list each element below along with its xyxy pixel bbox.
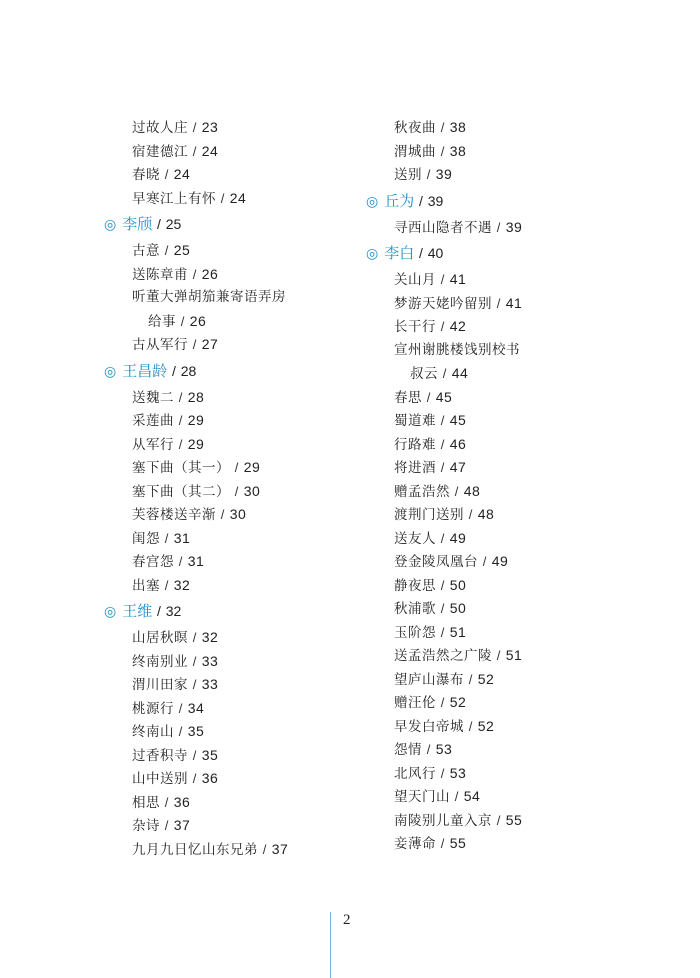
page-separator: / xyxy=(192,337,197,352)
entry-title: 宣州谢朓楼饯别校书 xyxy=(394,341,520,358)
toc-entry[interactable] xyxy=(104,386,354,410)
entry-page-number: 24 xyxy=(201,142,219,159)
entry-title: 古从军行 xyxy=(132,337,188,353)
toc-entry[interactable] xyxy=(104,503,354,527)
entry-title: 送友人 xyxy=(394,530,436,547)
toc-entry[interactable] xyxy=(104,140,354,164)
entry-page-number: 32 xyxy=(173,576,191,593)
page-separator: / xyxy=(440,319,445,334)
toc-entry[interactable] xyxy=(366,715,666,739)
toc-entry[interactable] xyxy=(366,668,666,692)
entry-title: 北风行 xyxy=(394,765,436,782)
entry-page-number: 51 xyxy=(449,623,467,640)
toc-entry[interactable] xyxy=(366,433,666,457)
toc-entry[interactable] xyxy=(366,116,666,140)
page-separator: / xyxy=(164,577,169,593)
entry-title: 山居秋暝 xyxy=(132,630,188,646)
entry-title: 妾薄命 xyxy=(394,836,436,852)
entry-page-number: 37 xyxy=(173,817,191,833)
toc-entry[interactable] xyxy=(104,433,354,457)
entry-title: 南陵别儿童入京 xyxy=(394,812,492,829)
page-number: 2 xyxy=(343,912,351,928)
entry-page-number: 41 xyxy=(449,271,467,287)
entry-page-number: 47 xyxy=(449,459,467,475)
toc-entry[interactable] xyxy=(104,239,354,263)
page-separator: / xyxy=(178,700,183,716)
toc-entry[interactable] xyxy=(104,574,354,598)
entry-title: 桃源行 xyxy=(132,700,174,717)
toc-entry[interactable] xyxy=(366,456,666,480)
page-separator: / xyxy=(440,765,445,781)
entry-page-number: 24 xyxy=(229,189,247,206)
entry-page-number: 52 xyxy=(477,717,495,734)
toc-entry[interactable] xyxy=(104,767,354,791)
page-separator: / xyxy=(234,460,239,475)
author-marker-icon: ◎ xyxy=(104,604,117,620)
entry-title: 寻西山隐者不遇 xyxy=(394,219,492,236)
page-separator: / xyxy=(220,507,225,522)
toc-entry[interactable] xyxy=(366,644,666,668)
toc-entry[interactable] xyxy=(366,832,666,856)
page-separator: / xyxy=(192,747,197,763)
entry-page-number: 37 xyxy=(271,840,289,857)
entry-page-number: 38 xyxy=(449,119,467,135)
toc-entry[interactable] xyxy=(104,650,354,674)
page-separator: / xyxy=(234,483,239,499)
toc-entry[interactable] xyxy=(366,268,666,292)
page-separator: / xyxy=(426,167,431,182)
entry-page-number: 33 xyxy=(201,676,219,692)
entry-title: 听董大弹胡笳兼寄语弄房 xyxy=(132,289,286,305)
toc-entry[interactable] xyxy=(366,621,666,645)
toc-entry[interactable] xyxy=(366,597,666,621)
page-separator: / xyxy=(482,554,487,569)
page-separator: / xyxy=(496,812,501,828)
entry-page-number: 29 xyxy=(187,412,205,428)
page-separator: / xyxy=(442,366,447,381)
toc-entry[interactable] xyxy=(366,762,666,786)
author-page-number: 40 xyxy=(427,245,444,261)
entry-page-number: 39 xyxy=(435,166,453,182)
author-name: 李颀 xyxy=(122,215,153,233)
entry-title: 秋浦歌 xyxy=(394,601,436,617)
toc-entry[interactable] xyxy=(366,785,666,809)
page-separator: / xyxy=(419,245,423,261)
page-separator: / xyxy=(180,313,185,329)
entry-title: 过香积寺 xyxy=(132,747,188,764)
page-separator: / xyxy=(496,295,501,311)
page-separator: / xyxy=(440,413,445,428)
entry-title: 渡荆门送别 xyxy=(394,507,464,523)
page-separator: / xyxy=(164,243,169,258)
footer-divider xyxy=(330,912,331,978)
toc-author-heading[interactable] xyxy=(104,212,354,239)
page-separator: / xyxy=(440,695,445,710)
toc-entry-continuation[interactable] xyxy=(104,310,354,334)
entry-title: 出塞 xyxy=(132,577,160,594)
entry-title: 望天门山 xyxy=(394,789,450,805)
page-separator: / xyxy=(468,671,473,687)
entry-page-number: 39 xyxy=(505,218,523,235)
entry-title: 采莲曲 xyxy=(132,413,174,429)
entry-title: 杂诗 xyxy=(132,818,160,834)
entry-page-number: 38 xyxy=(449,142,467,159)
toc-entry[interactable] xyxy=(366,386,666,410)
page-separator: / xyxy=(426,389,431,405)
toc-entry[interactable] xyxy=(104,263,354,287)
entry-page-number: 52 xyxy=(477,670,495,687)
page-separator: / xyxy=(192,677,197,692)
entry-page-number: 34 xyxy=(187,699,205,716)
entry-title: 芙蓉楼送辛渐 xyxy=(132,507,216,523)
toc-entry[interactable] xyxy=(104,791,354,815)
entry-page-number: 50 xyxy=(449,576,467,593)
entry-title: 赠孟浩然 xyxy=(394,483,450,500)
entry-page-number: 24 xyxy=(173,166,191,182)
page-separator: / xyxy=(178,389,183,405)
page-separator: / xyxy=(157,216,161,232)
page-separator: / xyxy=(440,601,445,616)
entry-title: 塞下曲（其一） xyxy=(132,460,230,476)
page-separator: / xyxy=(192,630,197,645)
page-separator: / xyxy=(454,789,459,804)
toc-author-heading[interactable] xyxy=(104,599,354,626)
entry-title: 九月九日忆山东兄弟 xyxy=(132,841,258,858)
entry-page-number: 48 xyxy=(477,506,495,522)
page-separator: / xyxy=(440,143,445,159)
page-separator: / xyxy=(164,530,169,546)
entry-page-number: 32 xyxy=(201,629,219,645)
entry-page-number: 55 xyxy=(449,835,467,851)
author-page-number: 25 xyxy=(165,216,182,232)
page-separator: / xyxy=(157,603,161,619)
author-name: 丘为 xyxy=(384,191,415,210)
toc-right-column xyxy=(366,116,666,856)
toc-entry[interactable] xyxy=(366,480,666,504)
page-separator: / xyxy=(454,483,459,499)
page-separator: / xyxy=(192,266,197,282)
page-separator: / xyxy=(192,653,197,669)
toc-entry[interactable] xyxy=(366,738,666,762)
entry-title: 送陈章甫 xyxy=(132,266,188,283)
toc-entry[interactable] xyxy=(104,409,354,433)
entry-title: 望庐山瀑布 xyxy=(394,671,464,688)
entry-page-number: 33 xyxy=(201,652,219,669)
page-separator: / xyxy=(262,841,267,857)
entry-title: 闺怨 xyxy=(132,530,160,547)
entry-title: 早发白帝城 xyxy=(394,718,464,735)
entry-page-number: 48 xyxy=(463,482,481,499)
entry-title: 相思 xyxy=(132,794,160,811)
toc-entry[interactable] xyxy=(104,286,354,310)
toc-entry[interactable] xyxy=(366,503,666,527)
entry-page-number: 55 xyxy=(505,811,523,828)
toc-left-column xyxy=(104,116,354,861)
entry-title: 古意 xyxy=(132,243,160,259)
page-separator: / xyxy=(440,624,445,640)
entry-page-number: 52 xyxy=(449,694,467,710)
page-separator: / xyxy=(419,192,423,209)
toc-entry-continuation[interactable] xyxy=(366,362,666,386)
entry-title: 宿建德江 xyxy=(132,143,188,160)
entry-page-number: 45 xyxy=(449,412,467,428)
entry-title: 送孟浩然之广陵 xyxy=(394,648,492,664)
toc-entry[interactable] xyxy=(104,163,354,187)
page-separator: / xyxy=(178,724,183,739)
entry-page-number: 26 xyxy=(189,312,207,329)
entry-page-number: 41 xyxy=(505,294,523,311)
page-separator: / xyxy=(178,554,183,569)
entry-page-number: 36 xyxy=(173,793,191,810)
entry-page-number: 29 xyxy=(187,435,205,452)
entry-title: 蜀道难 xyxy=(394,413,436,429)
entry-page-number: 35 xyxy=(187,723,205,739)
toc-entry[interactable] xyxy=(104,480,354,504)
page-separator: / xyxy=(192,143,197,159)
toc-entry[interactable] xyxy=(104,456,354,480)
entry-title: 早寒江上有怀 xyxy=(132,190,216,207)
entry-title: 玉阶怨 xyxy=(394,624,436,641)
entry-title: 送别 xyxy=(394,167,422,183)
entry-page-number: 44 xyxy=(451,365,469,381)
toc-entry[interactable] xyxy=(366,550,666,574)
page-separator: / xyxy=(440,272,445,287)
entry-title: 送魏二 xyxy=(132,389,174,406)
author-marker-icon: ◎ xyxy=(366,246,379,262)
page-separator: / xyxy=(220,190,225,206)
entry-title: 叔云 xyxy=(410,366,438,382)
entry-title: 终南别业 xyxy=(132,653,188,670)
entry-page-number: 29 xyxy=(243,459,261,475)
entry-page-number: 53 xyxy=(449,764,467,781)
page-separator: / xyxy=(192,771,197,786)
entry-title: 终南山 xyxy=(132,724,174,740)
toc-entry[interactable] xyxy=(104,527,354,551)
toc-entry[interactable] xyxy=(366,409,666,433)
entry-page-number: 50 xyxy=(449,600,467,616)
toc-author-heading[interactable] xyxy=(366,189,666,216)
entry-page-number: 28 xyxy=(187,388,205,405)
author-page-number: 28 xyxy=(180,362,197,379)
entry-page-number: 30 xyxy=(229,506,247,522)
entry-title: 从军行 xyxy=(132,436,174,453)
toc-entry[interactable] xyxy=(104,673,354,697)
page-separator: / xyxy=(440,836,445,851)
entry-page-number: 30 xyxy=(243,482,261,499)
page-separator: / xyxy=(178,436,183,452)
entry-title: 静夜思 xyxy=(394,577,436,594)
entry-page-number: 36 xyxy=(201,770,219,786)
entry-page-number: 49 xyxy=(449,529,467,546)
toc-entry[interactable] xyxy=(104,550,354,574)
author-page-number: 32 xyxy=(165,603,182,619)
author-name: 王维 xyxy=(122,602,153,620)
page-separator: / xyxy=(468,507,473,522)
toc-entry[interactable] xyxy=(366,574,666,598)
author-marker-icon: ◎ xyxy=(366,193,379,210)
toc-author-heading[interactable] xyxy=(366,241,666,268)
page-separator: / xyxy=(426,742,431,757)
toc-entry[interactable] xyxy=(366,339,666,363)
toc-entry[interactable] xyxy=(366,292,666,316)
page-separator: / xyxy=(496,648,501,663)
entry-title: 关山月 xyxy=(394,272,436,288)
page-separator: / xyxy=(440,460,445,475)
toc-entry[interactable] xyxy=(104,838,354,862)
toc-entry[interactable] xyxy=(366,163,666,187)
entry-title: 秋夜曲 xyxy=(394,120,436,136)
toc-entry[interactable] xyxy=(366,315,666,339)
entry-page-number: 42 xyxy=(449,318,467,334)
entry-page-number: 53 xyxy=(435,741,453,757)
toc-entry[interactable] xyxy=(366,216,666,240)
entry-title: 登金陵凤凰台 xyxy=(394,554,478,570)
page-separator: / xyxy=(172,362,176,379)
entry-page-number: 46 xyxy=(449,435,467,452)
page-separator: / xyxy=(164,818,169,833)
page-separator: / xyxy=(178,413,183,428)
toc-entry[interactable] xyxy=(104,697,354,721)
entry-title: 塞下曲（其二） xyxy=(132,483,230,500)
entry-title: 渭川田家 xyxy=(132,677,188,693)
entry-page-number: 35 xyxy=(201,746,219,763)
page-separator: / xyxy=(164,794,169,810)
page-separator: / xyxy=(440,436,445,452)
author-name: 李白 xyxy=(384,244,415,262)
toc-entry[interactable] xyxy=(104,720,354,744)
author-page-number: 39 xyxy=(427,192,444,209)
entry-title: 春宫怨 xyxy=(132,554,174,570)
entry-page-number: 23 xyxy=(201,119,219,135)
entry-title: 行路难 xyxy=(394,436,436,453)
entry-title: 将进酒 xyxy=(394,460,436,476)
page-separator: / xyxy=(468,718,473,734)
page-separator: / xyxy=(496,219,501,235)
toc-entry[interactable] xyxy=(104,333,354,357)
toc-entry[interactable] xyxy=(366,527,666,551)
toc-entry[interactable] xyxy=(366,691,666,715)
toc-entry[interactable] xyxy=(104,187,354,211)
entry-title: 赠汪伦 xyxy=(394,695,436,711)
entry-page-number: 51 xyxy=(505,647,523,663)
toc-entry[interactable] xyxy=(104,744,354,768)
entry-title: 过故人庄 xyxy=(132,120,188,136)
author-name: 王昌龄 xyxy=(122,361,168,380)
entry-title: 梦游天姥吟留别 xyxy=(394,295,492,312)
entry-page-number: 31 xyxy=(187,553,205,569)
entry-title: 长干行 xyxy=(394,319,436,335)
toc-entry[interactable] xyxy=(366,140,666,164)
entry-page-number: 25 xyxy=(173,242,191,258)
page-separator: / xyxy=(192,120,197,135)
entry-title: 春思 xyxy=(394,389,422,406)
page-separator: / xyxy=(440,577,445,593)
entry-page-number: 49 xyxy=(491,553,509,569)
author-marker-icon: ◎ xyxy=(104,363,117,380)
entry-title: 怨情 xyxy=(394,742,422,758)
toc-entry[interactable] xyxy=(104,814,354,838)
entry-page-number: 45 xyxy=(435,388,453,405)
toc-entry[interactable] xyxy=(104,626,354,650)
toc-author-heading[interactable] xyxy=(104,359,354,386)
entry-title: 渭城曲 xyxy=(394,143,436,160)
entry-page-number: 31 xyxy=(173,529,191,546)
entry-title: 春晓 xyxy=(132,167,160,183)
entry-page-number: 27 xyxy=(201,336,219,352)
page-separator: / xyxy=(440,530,445,546)
entry-page-number: 54 xyxy=(463,788,481,804)
author-marker-icon: ◎ xyxy=(104,217,117,233)
page-separator: / xyxy=(164,167,169,182)
toc-entry[interactable] xyxy=(104,116,354,140)
page-separator: / xyxy=(440,120,445,135)
entry-title: 山中送别 xyxy=(132,771,188,787)
entry-page-number: 26 xyxy=(201,265,219,282)
toc-entry[interactable] xyxy=(366,809,666,833)
entry-title: 给事 xyxy=(148,313,176,330)
